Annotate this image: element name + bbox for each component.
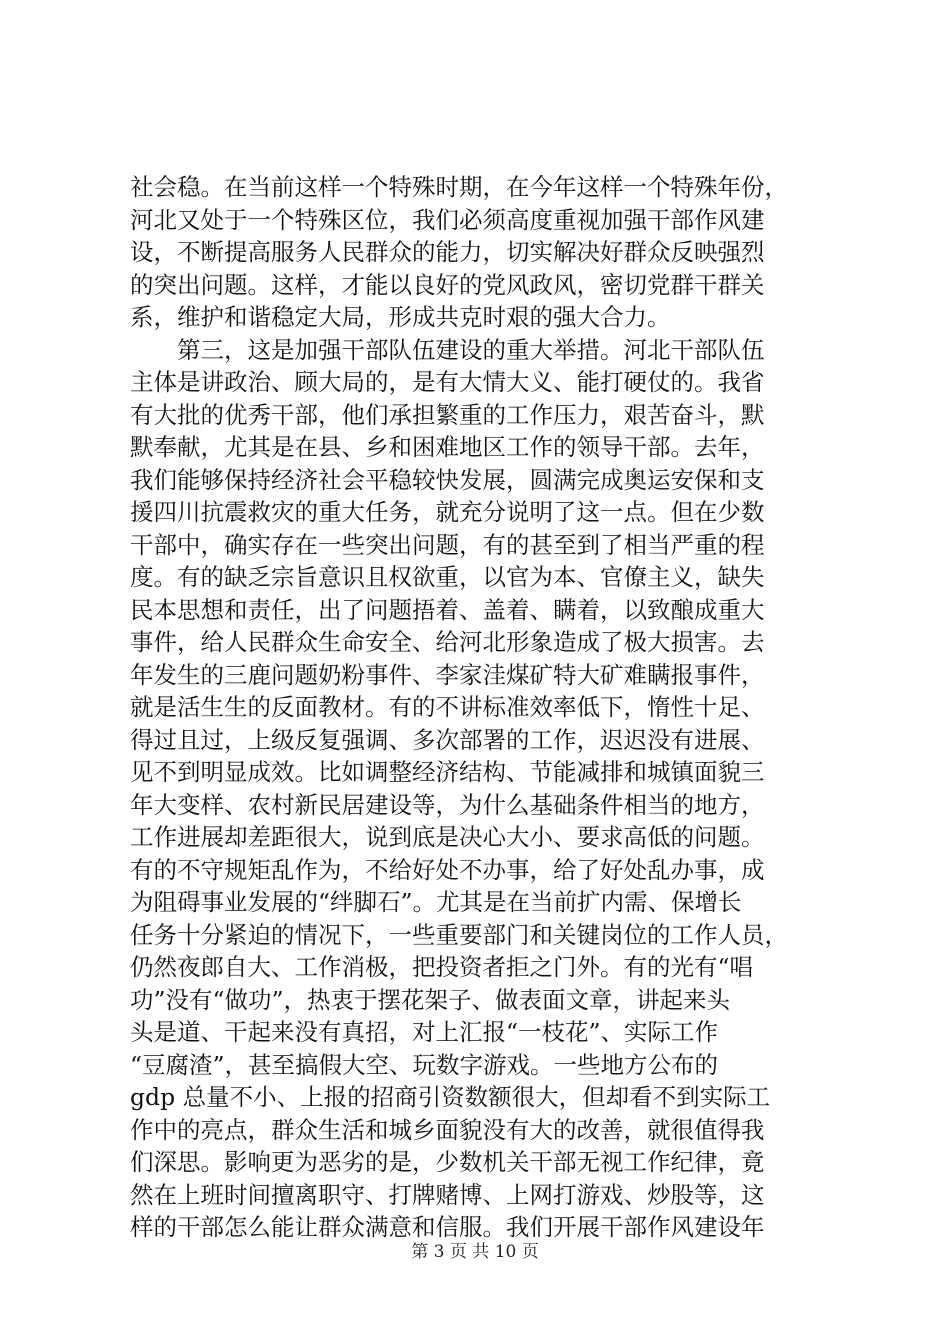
body-text [130,171,835,1244]
text-line: 系，维护和谐稳定大局，形成共克时艰的强大合力。 [130,303,671,331]
page-number-footer: 第 3 页 共 10 页 [411,1242,539,1262]
text-line: 有大批的优秀干部，他们承担繁重的工作压力，艰苦奋斗，默 [130,400,765,429]
text-line: 样的干部怎么能让群众满意和信服。我们开展干部作风建设年 [130,1213,765,1241]
text-line: 作中的亮点，群众生活和城乡面貌没有大的改善，就很值得我 [130,1115,765,1144]
text-line: 默奉献，尤其是在县、乡和困难地区工作的领导干部。去年， [130,433,765,461]
text-line: 就是活生生的反面教材。有的不讲标准效率低下，惰性十足、 [130,693,765,721]
text-line: gdp 总量不小、上报的招商引资数额很大，但却看不到实际工 [130,1083,771,1111]
text-line: 仍然夜郎自大、工作消极，把投资者拒之门外。有的光有“唱 [130,953,754,981]
text-line: “豆腐渣”，甚至搞假大空、玩数字游戏。一些地方公布的 [130,1050,719,1079]
text-line: 的突出问题。这样，才能以良好的党风政风，密切党群干群关 [130,270,765,299]
text-line: 任务十分紧迫的情况下，一些重要部门和关键岗位的工作人员， [130,920,788,949]
text-line: 度。有的缺乏宗旨意识且权欲重，以官为本、官僚主义，缺失 [130,563,765,591]
text-line: 设，不断提高服务人民群众的能力，切实解决好群众反映强烈 [130,238,765,266]
text-line: 功”没有“做功”，热衷于摆花架子、做表面文章，讲起来头 [130,985,731,1014]
paragraph-start-line: 第三，这是加强干部队伍建设的重大举措。河北干部队伍 [177,335,765,364]
text-line: 年发生的三鹿问题奶粉事件、李家洼煤矿特大矿难瞒报事件， [130,660,765,689]
text-line: 为阻碍事业发展的“绊脚石”。尤其是在当前扩内需、保增长 [130,888,742,916]
text-line: 河北又处于一个特殊区位，我们必须高度重视加强干部作风建 [130,205,765,234]
text-line: 见不到明显成效。比如调整经济结构、节能减排和城镇面貌三 [130,758,765,786]
text-line: 有的不守规矩乱作为，不给好处不办事，给了好处乱办事，成 [130,855,765,884]
text-line: 们深思。影响更为恶劣的是，少数机关干部无视工作纪律，竟 [130,1148,765,1176]
text-line: 头是道、干起来没有真招，对上汇报“一枝花”、实际工作 [130,1018,719,1046]
text-line: 干部中，确实存在一些突出问题，有的甚至到了相当严重的程 [130,530,765,559]
text-line: 得过且过，上级反复强调、多次部署的工作，迟迟没有进展、 [130,725,765,754]
text-line: 工作进展却差距很大，说到底是决心大小、要求高低的问题。 [130,823,765,851]
text-line: 年大变样、农村新民居建设等，为什么基础条件相当的地方， [130,790,765,819]
text-line: 然在上班时间擅离职守、打牌赌博、上网打游戏、炒股等，这 [130,1180,765,1209]
text-line: 事件，给人民群众生命安全、给河北形象造成了极大损害。去 [130,628,765,656]
text-line: 援四川抗震救灾的重大任务，就充分说明了这一点。但在少数 [130,498,765,526]
text-line: 我们能够保持经济社会平稳较快发展，圆满完成奥运安保和支 [130,465,765,494]
text-line: 民本思想和责任，出了问题捂着、盖着、瞒着，以致酿成重大 [130,595,765,624]
text-line: 主体是讲政治、顾大局的，是有大情大义、能打硬仗的。我省 [130,368,765,396]
text-line: 社会稳。在当前这样一个特殊时期，在今年这样一个特殊年份， [130,173,788,201]
